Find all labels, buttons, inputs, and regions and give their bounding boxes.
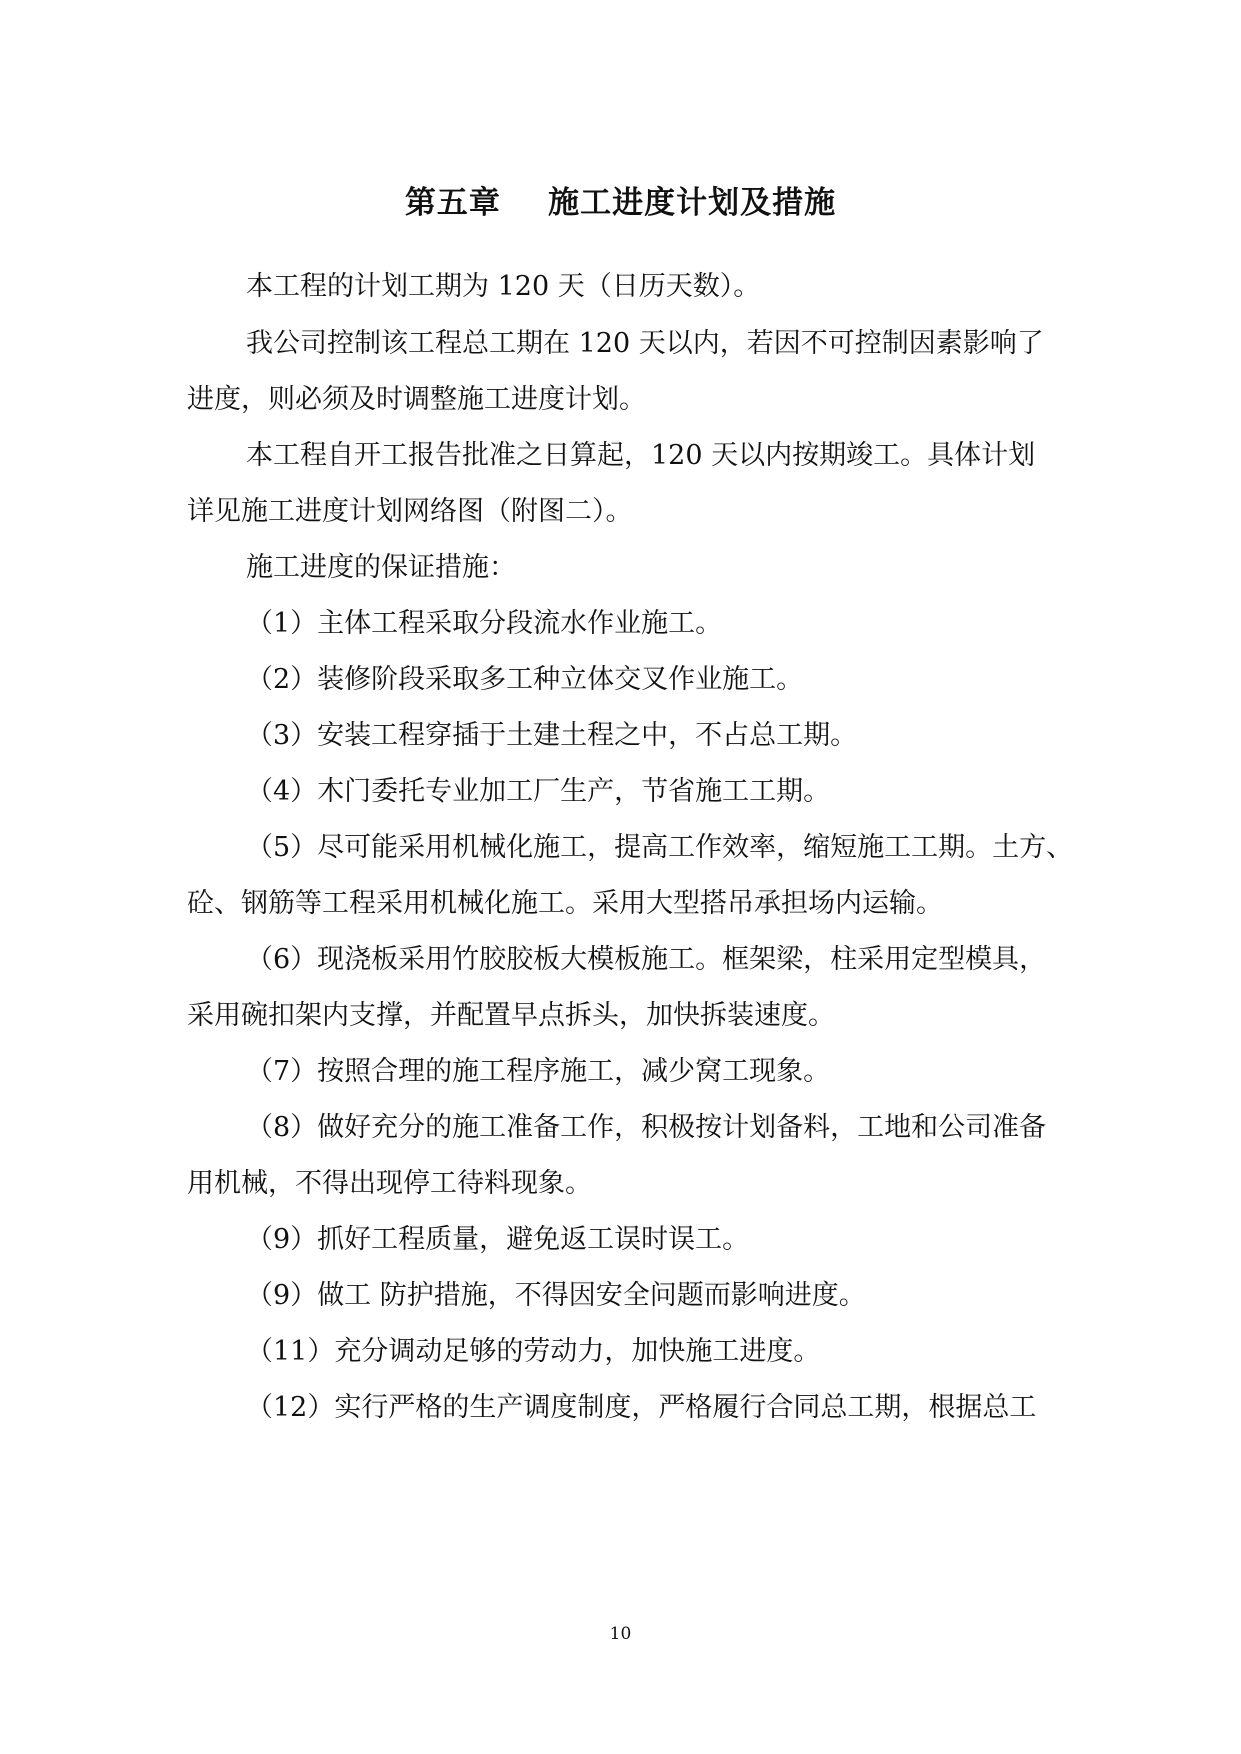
paragraph-line: 用机械，不得出现停工待料现象。 — [187, 1168, 592, 1199]
list-item: （4）木门委托专业加工厂生产，节省施工工期。 — [246, 776, 831, 807]
paragraph-line: 本工程的计划工期为 120 天（日历天数）。 — [246, 271, 761, 302]
list-item: （9）抓好工程质量，避免返工误时误工。 — [246, 1224, 750, 1255]
page-number: 10 — [609, 1624, 632, 1644]
list-item: （8）做好充分的施工准备工作，积极按计划备料，工地和公司准备 — [246, 1112, 1047, 1143]
list-item: （2）装修阶段采取多工种立体交叉作业施工。 — [246, 664, 804, 695]
list-item: （9）做工 防护措施，不得因安全问题而影响进度。 — [246, 1280, 866, 1311]
paragraph-line: 采用碗扣架内支撑，并配置早点拆头，加快拆装速度。 — [187, 1000, 835, 1031]
list-item: （1）主体工程采取分段流水作业施工。 — [246, 608, 723, 639]
paragraph-line: 本工程自开工报告批准之日算起，120 天以内按期竣工。具体计划 — [246, 440, 1036, 471]
paragraph-line: 详见施工进度计划网络图（附图二）。 — [187, 496, 633, 527]
list-item: （7）按照合理的施工程序施工，减少窝工现象。 — [246, 1056, 831, 1087]
paragraph-line: 进度，则必须及时调整施工进度计划。 — [187, 384, 646, 415]
list-item: （6）现浇板采用竹胶胶板大模板施工。框架梁，柱采用定型模具， — [246, 944, 1047, 975]
list-item: （11）充分调动足够的劳动力，加快施工进度。 — [246, 1336, 821, 1367]
list-item: （5）尽可能采用机械化施工，提高工作效率，缩短施工工期。土方、 — [246, 832, 1074, 863]
paragraph-line: 我公司控制该工程总工期在 120 天以内，若因不可控制因素影响了 — [246, 328, 1044, 359]
list-item: （3）安装工程穿插于土建土程之中，不占总工期。 — [246, 720, 858, 751]
paragraph-line: 砼、钢筋等工程采用机械化施工。采用大型搭吊承担场内运输。 — [187, 888, 943, 919]
list-item: （12）实行严格的生产调度制度，严格履行合同总工期，根据总工 — [246, 1392, 1037, 1423]
paragraph-line: 施工进度的保证措施： — [246, 552, 516, 583]
chapter-title: 第五章 施工进度计划及措施 — [404, 185, 837, 221]
